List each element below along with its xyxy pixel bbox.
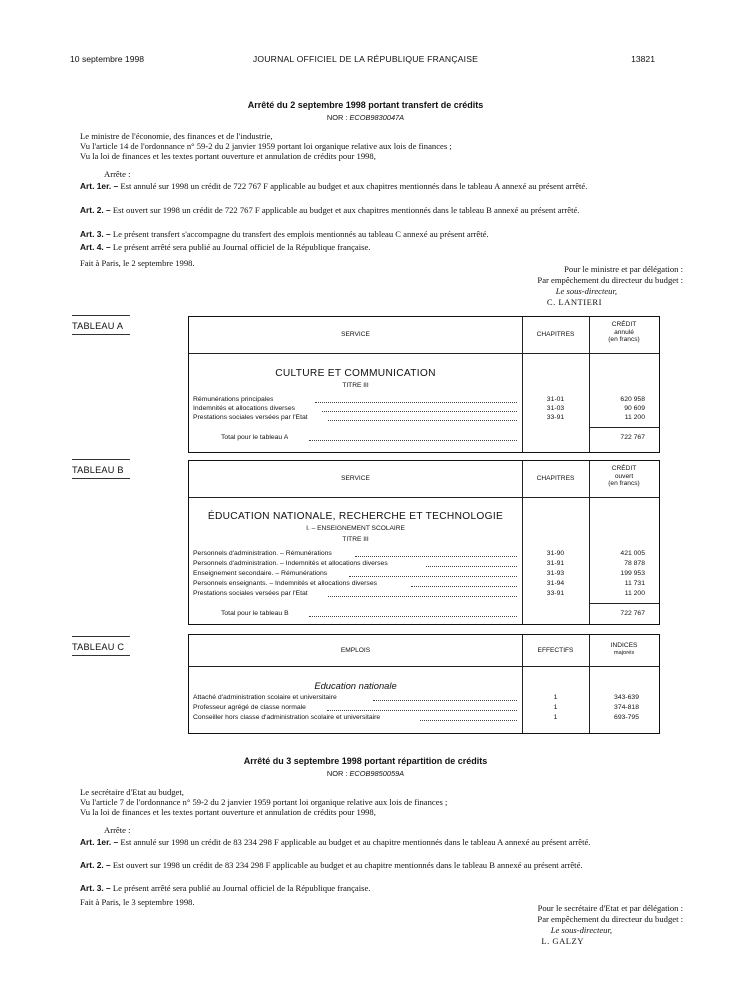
- arrete1-arrete: Arrête :: [104, 169, 131, 179]
- arrete1-article-1: Art. 1er. – Est annulé sur 1998 un crédit de 722 767 F applicable au budget et aux chapitres mentionnés dans le tableau A annexé au présent arrêté.: [80, 181, 588, 191]
- tableau-a-heading: CULTURE ET COMMUNICATION: [275, 368, 436, 379]
- table-row-label: Personnels d'administration. – Indemnités et allocations diverses: [193, 560, 388, 567]
- tableau-c-col-indices: INDICES majorés: [610, 642, 638, 656]
- arrete1-fait: Fait à Paris, le 2 septembre 1998.: [80, 258, 195, 268]
- tableau-c-heading: Education nationale: [314, 680, 397, 691]
- table-row-montant: 11 200: [624, 414, 645, 421]
- table-row-chapitre: 31-03: [546, 405, 565, 412]
- table-row-montant: 199 953: [620, 570, 645, 577]
- arrete1-article-4: Art. 4. – Le présent arrêté sera publié au Journal officiel de la République française.: [80, 242, 371, 252]
- tableau-a-titre: TITRE III: [342, 382, 369, 389]
- tableau-b-label: TABLEAU B: [72, 465, 124, 475]
- table-row-chapitre: 31-94: [546, 580, 565, 587]
- table-row-label: Professeur agrégé de classe normale: [193, 704, 306, 711]
- arrete1-signature-name: C. LANTIERI: [546, 297, 602, 307]
- arrete2-title: Arrêté du 3 septembre 1998 portant répartition de crédits: [243, 756, 488, 766]
- table-row-label: Conseiller hors classe d'administration scolaire et universitaire: [193, 714, 381, 721]
- arrete1-preamble-2: Vu l'article 14 de l'ordonnance n° 59-2 du 2 janvier 1959 portant loi organique relative aux lois de finances ;: [80, 141, 452, 151]
- table-row-indices: 693-795: [614, 714, 639, 721]
- arrete1-preamble-3: Vu la loi de finances et les textes portant ouverture et annulation de crédits pour 1998,: [80, 151, 376, 161]
- tableau-a-col-chapitres: CHAPITRES: [536, 331, 575, 338]
- table-row-effectif: 1: [553, 694, 558, 701]
- table-row-label: Attaché d'administration scolaire et universitaire: [193, 694, 337, 701]
- table-row-indices: 343-639: [614, 694, 639, 701]
- arrete1-signature-2: Par empêchement du directeur du budget :: [537, 275, 683, 285]
- tableau-c-label: TABLEAU C: [72, 642, 125, 652]
- table-row-montant: 11 200: [624, 590, 645, 597]
- tableau-b-total-label: Total pour le tableau B: [221, 610, 289, 617]
- table-row-chapitre: 31-01: [546, 396, 565, 403]
- arrete2-signature-2: Par empêchement du directeur du budget :: [537, 914, 683, 924]
- arrete1-preamble-1: Le ministre de l'économie, des finances et de l'industrie,: [80, 131, 273, 141]
- arrete2-article-1: Art. 1er. – Est annulé sur 1998 un crédit de 83 234 298 F applicable au budget et au chapitre mentionnés dans le tableau A annexé au présent arrêté.: [80, 837, 591, 847]
- tableau-b-heading: ÉDUCATION NATIONALE, RECHERCHE ET TECHNOLOGIE: [207, 511, 504, 522]
- table-row-label: Prestations sociales versées par l'Etat: [193, 590, 308, 597]
- table-row-montant: 78 878: [624, 560, 645, 567]
- table-row-montant: 620 958: [620, 396, 645, 403]
- header-journal-title: JOURNAL OFFICIEL DE LA RÉPUBLIQUE FRANÇAISE: [252, 54, 479, 64]
- table-row-label: Enseignement secondaire. – Rémunérations: [193, 570, 328, 577]
- arrete1-signature-1: Pour le ministre et par délégation :: [564, 264, 683, 274]
- arrete2-signature-3: Le sous-directeur,: [550, 925, 612, 935]
- arrete1-article-3: Art. 3. – Le présent transfert s'accompagne du transfert des emplois mentionnés au tableau C annexé au présent arrêté.: [80, 229, 489, 239]
- arrete1-article-2: Art. 2. – Est ouvert sur 1998 un crédit de 722 767 F applicable au budget et aux chapitres mentionnés dans le tableau B annexé au présent arrêté.: [80, 205, 580, 215]
- arrete2-signature-name: L. GALZY: [541, 936, 584, 946]
- arrete2-preamble-3: Vu la loi de finances et les textes portant ouverture et annulation de crédits pour 1998,: [80, 807, 376, 817]
- table-row-label: Prestations sociales versées par l'Etat: [193, 414, 308, 421]
- table-row-chapitre: 31-90: [546, 550, 565, 557]
- table-row-indices: 374-818: [614, 704, 639, 711]
- tableau-a-col-service: SERVICE: [341, 331, 370, 338]
- table-row-montant: 421 005: [620, 550, 645, 557]
- arrete2-arrete: Arrête :: [104, 825, 131, 835]
- table-row-effectif: 1: [553, 704, 558, 711]
- tableau-a-total: 722 767: [620, 434, 645, 441]
- arrete2-article-2: Art. 2. – Est ouvert sur 1998 un crédit de 83 234 298 F applicable au budget et au chapitre mentionnés dans le tableau B annexé au présent arrêté.: [80, 860, 583, 870]
- tableau-b-total: 722 767: [620, 610, 645, 617]
- tableau-b-col-credit: CRÉDIT ouvert (en francs): [608, 465, 640, 487]
- table-row-chapitre: 33-91: [546, 414, 565, 421]
- table-row-label: Personnels d'administration. – Rémunérations: [193, 550, 332, 557]
- arrete2-preamble-1: Le secrétaire d'Etat au budget,: [80, 787, 184, 797]
- table-row-montant: 11 731: [624, 580, 645, 587]
- tableau-b: [188, 460, 660, 625]
- arrete1-nor: NOR : ECOB9830047A: [326, 113, 405, 122]
- tableau-b-col-chapitres: CHAPITRES: [536, 475, 575, 482]
- arrete2-preamble-2: Vu l'article 7 de l'ordonnance n° 59-2 du 2 janvier 1959 portant loi organique relative aux lois de finances ;: [80, 797, 448, 807]
- tableau-a-total-label: Total pour le tableau A: [221, 434, 289, 441]
- tableau-b-subheading: I. – ENSEIGNEMENT SCOLAIRE: [306, 525, 405, 532]
- tableau-c-col-effectifs: EFFECTIFS: [537, 647, 574, 654]
- tableau-c-col-emplois: EMPLOIS: [340, 647, 371, 654]
- table-row-label: Personnels enseignants. – Indemnités et allocations diverses: [193, 580, 378, 587]
- tableau-b-titre: TITRE III: [342, 536, 369, 543]
- arrete1-signature-3: Le sous-directeur,: [555, 286, 617, 296]
- table-row-effectif: 1: [553, 714, 558, 721]
- tableau-a: [188, 316, 660, 453]
- table-row-chapitre: 31-91: [546, 560, 565, 567]
- arrete2-fait: Fait à Paris, le 3 septembre 1998.: [80, 897, 195, 907]
- table-row-chapitre: 33-91: [546, 590, 565, 597]
- arrete1-title: Arrêté du 2 septembre 1998 portant transfert de crédits: [247, 100, 484, 110]
- tableau-a-label: TABLEAU A: [72, 321, 124, 331]
- arrete2-signature-1: Pour le secrétaire d'Etat et par délégation :: [537, 903, 683, 913]
- tableau-c: [188, 634, 660, 734]
- table-row-label: Indemnités et allocations diverses: [193, 405, 296, 412]
- header-page-number: 13821: [631, 54, 655, 64]
- table-row-montant: 90 609: [624, 405, 645, 412]
- table-row-chapitre: 31-93: [546, 570, 565, 577]
- arrete2-article-3: Art. 3. – Le présent arrêté sera publié au Journal officiel de la République française.: [80, 883, 371, 893]
- tableau-b-col-service: SERVICE: [341, 475, 370, 482]
- header-date: 10 septembre 1998: [70, 54, 145, 64]
- tableau-a-col-credit: CRÉDIT annulé (en francs): [608, 321, 640, 343]
- table-row-label: Rémunérations principales: [193, 396, 274, 403]
- arrete2-nor: NOR : ECOB9850059A: [326, 769, 405, 778]
